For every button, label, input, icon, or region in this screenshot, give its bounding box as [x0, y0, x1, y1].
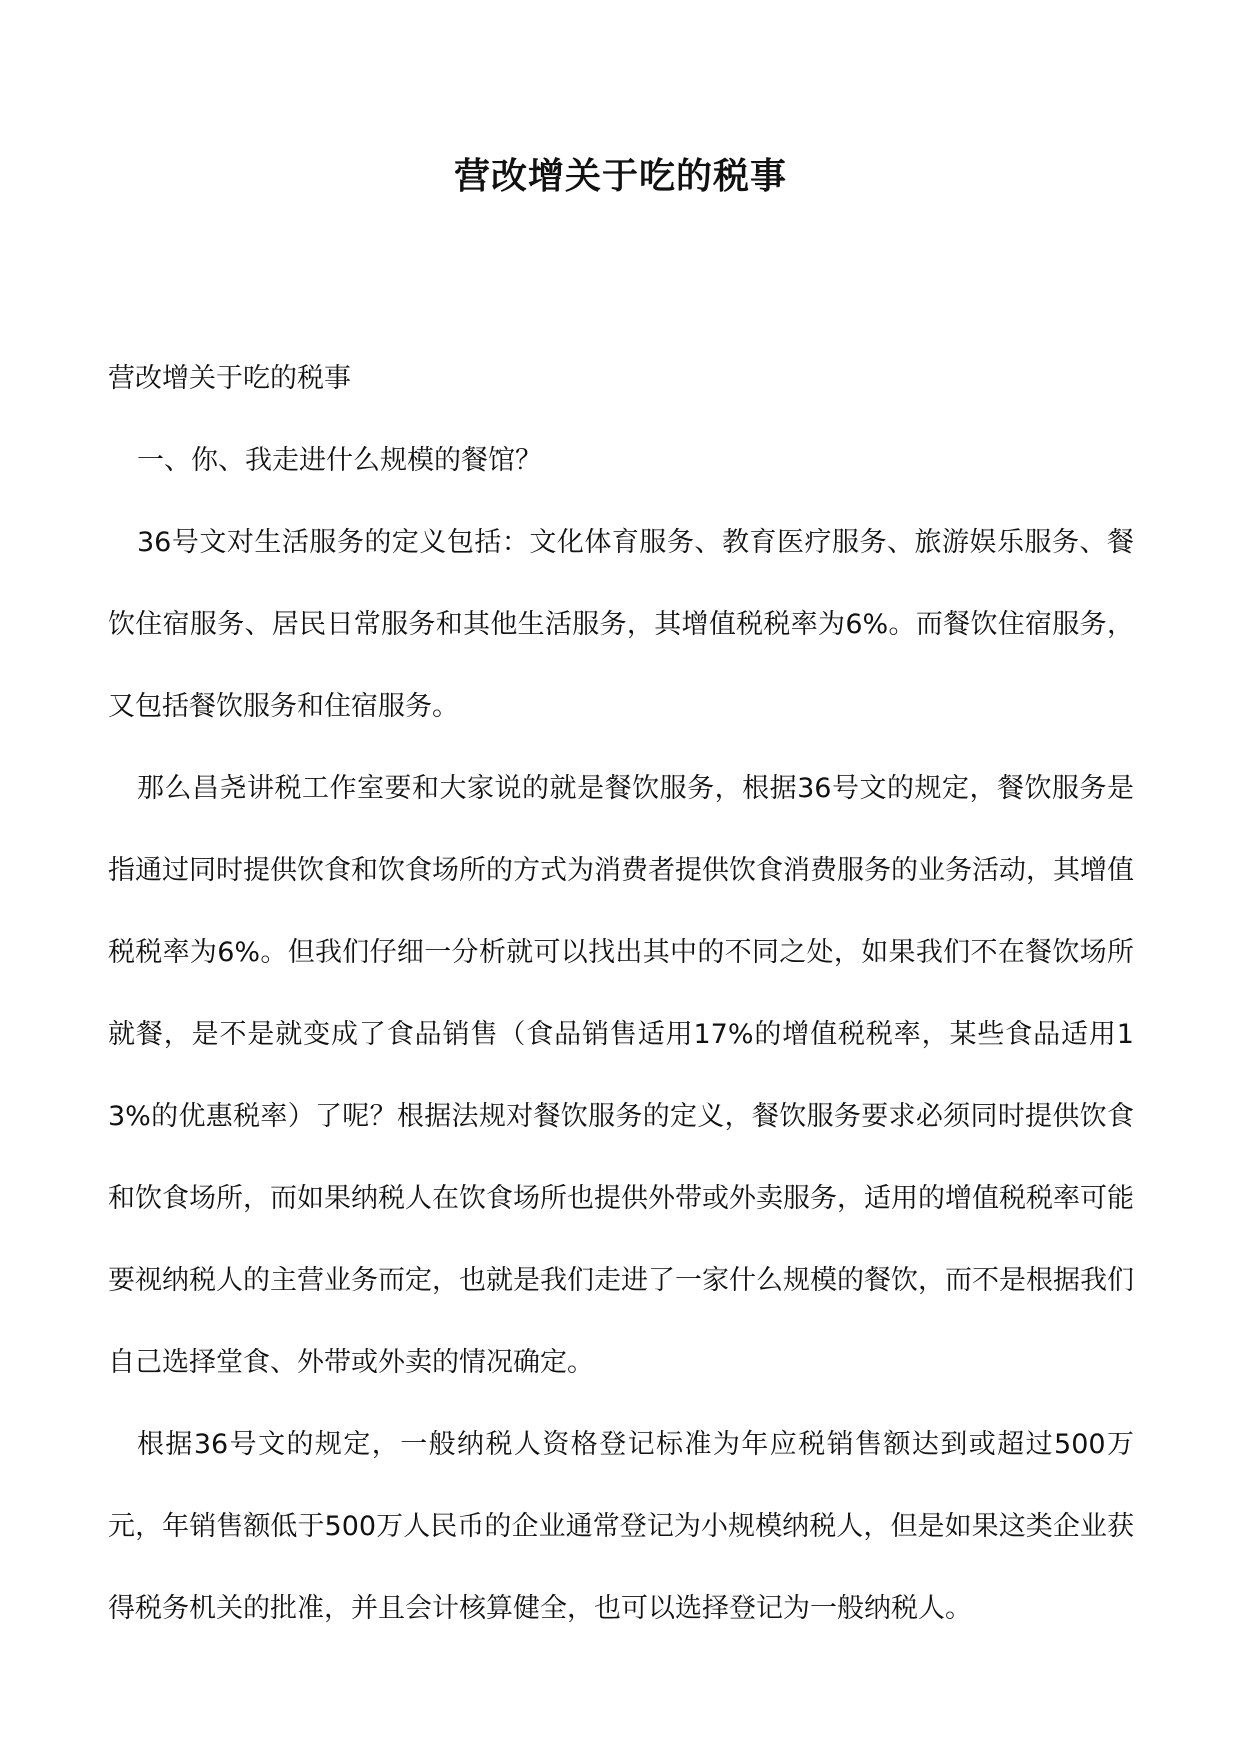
paragraph: 那么昌尧讲税工作室要和大家说的就是餐饮服务，根据36号文的规定，餐饮服务是指通过同时提供饮食和饮食场所的方式为消费者提供饮食消费服务的业务活动，其增值税税率为6%。但我们仔细一分析就可以找出其中的不同之处，如果我们不在餐饮场所就餐，是不是就变成了食品销售（食品销售适用17%的增值税税率，某些食品适用13%的优惠税率）了呢？根据法规对餐饮服务的定义，餐饮服务要求必须同时提供饮食和饮食场所，而如果纳税人在饮食场所也提供外带或外卖服务，适用的增值税税率可能要视纳税人的主营业务而定，也就是我们走进了一家什么规模的餐饮，而不是根据我们自己选择堂食、外带或外卖的情况确定。: [108, 773, 1134, 1378]
document-title: 营改增关于吃的税事: [453, 155, 787, 197]
paragraph: 根据36号文的规定，一般纳税人资格登记标准为年应税销售额达到或超过500万元，年销售额低于500万人民币的企业通常登记为小规模纳税人，但是如果这类企业获得税务机关的批准，并且会计核算健全，也可以选择登记为一般纳税人。: [108, 1429, 1134, 1624]
paragraph: 36号文对生活服务的定义包括：文化体育服务、教育医疗服务、旅游娱乐服务、餐饮住宿服务、居民日常服务和其他生活服务，其增值税税率为6%。而餐饮住宿服务，又包括餐饮服务和住宿服务。: [108, 527, 1134, 722]
paragraph-subtitle: 营改增关于吃的税事: [108, 363, 351, 394]
paragraph-section-heading: 一、你、我走进什么规模的餐馆？: [137, 445, 542, 476]
document-body: [108, 338, 1134, 1650]
